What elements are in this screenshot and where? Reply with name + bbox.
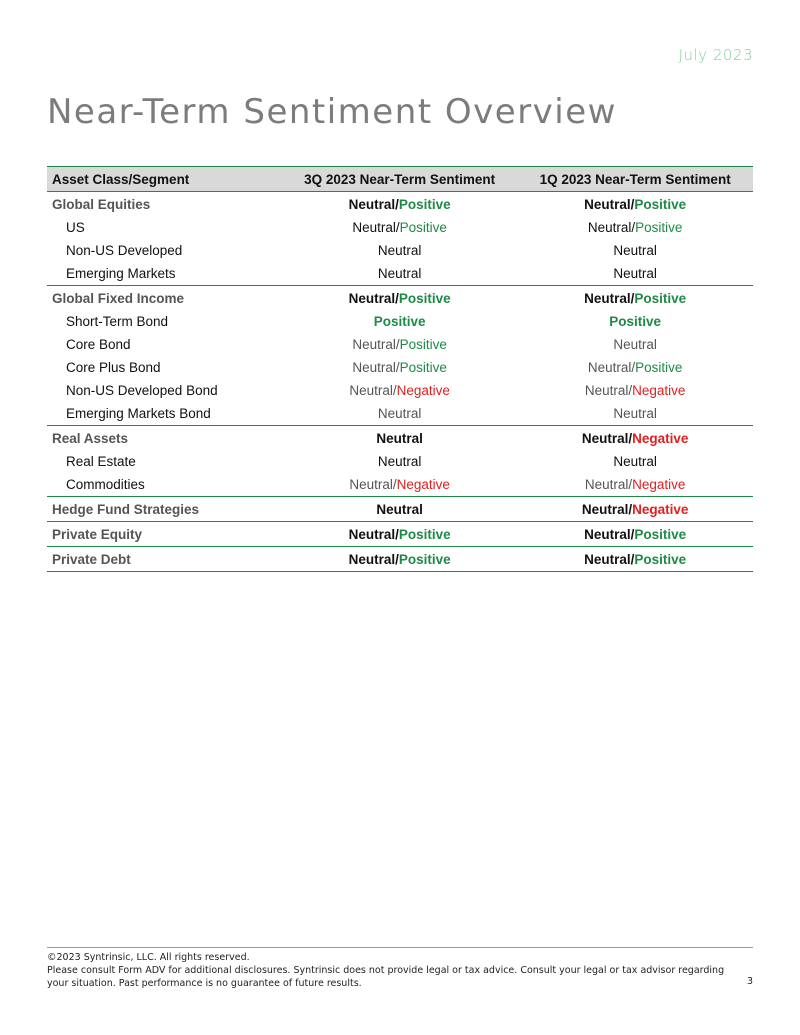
sentiment-positive: Positive xyxy=(399,337,447,352)
sentiment-neutral: Neutral xyxy=(348,290,396,306)
sentiment-neutral: Neutral xyxy=(584,383,629,398)
sentiment-neutral: Neutral xyxy=(348,551,396,567)
sentiment-positive: Positive xyxy=(373,314,426,329)
sentiment-cell-q3 xyxy=(282,473,517,497)
sentiment-positive: Positive xyxy=(634,526,687,542)
slash-separator: / xyxy=(630,196,635,212)
sentiment-positive: Positive xyxy=(398,551,451,567)
sentiment-cell-q1 xyxy=(517,310,753,333)
table-header-row xyxy=(47,167,753,192)
sentiment-negative: Negative xyxy=(632,477,686,492)
slash-separator: / xyxy=(392,383,397,398)
asset-class-label: Private Equity xyxy=(47,522,282,547)
slash-separator: / xyxy=(630,526,635,542)
sentiment-cell-q1 xyxy=(517,547,753,572)
table-row xyxy=(47,286,753,311)
sentiment-positive: Positive xyxy=(635,220,683,235)
slash-separator: / xyxy=(395,551,399,567)
table-row xyxy=(47,473,753,497)
sentiment-cell-q3 xyxy=(282,356,517,379)
sentiment-cell-q3 xyxy=(282,216,517,239)
sentiment-cell-q1 xyxy=(517,379,753,402)
sentiment-cell-q1 xyxy=(517,497,753,522)
sentiment-cell-q1 xyxy=(517,473,753,497)
slash-separator: / xyxy=(628,383,633,398)
asset-class-label: Real Assets xyxy=(47,426,282,451)
sentiment-neutral: Neutral xyxy=(349,477,393,492)
sentiment-neutral: Neutral xyxy=(613,337,657,352)
table-row xyxy=(47,216,753,239)
table-row xyxy=(47,379,753,402)
segment-label: US xyxy=(66,220,85,235)
sentiment-cell-q3 xyxy=(282,426,517,451)
sentiment-cell-q1 xyxy=(517,450,753,473)
col-header-segment: Asset Class/Segment xyxy=(47,167,282,192)
sentiment-cell-q3 xyxy=(282,262,517,286)
sentiment-cell-q3 xyxy=(282,286,517,311)
sentiment-negative: Negative xyxy=(396,383,450,398)
table-row xyxy=(47,426,753,451)
page-title: Near-Term Sentiment Overview xyxy=(47,92,617,132)
sentiment-positive: Positive xyxy=(399,360,447,375)
footer-copyright: ©2023 Syntrinsic, LLC. All rights reserved. xyxy=(47,952,250,963)
sentiment-neutral: Neutral xyxy=(587,360,632,375)
slash-separator: / xyxy=(630,551,635,567)
footer xyxy=(47,951,753,990)
sentiment-cell-q3 xyxy=(282,522,517,547)
sentiment-neutral: Neutral xyxy=(584,526,631,542)
segment-label: Commodities xyxy=(66,477,145,492)
sentiment-cell-q1 xyxy=(517,262,753,286)
sentiment-neutral: Neutral xyxy=(613,266,657,281)
slash-separator: / xyxy=(395,290,399,306)
sentiment-neutral: Neutral xyxy=(587,220,632,235)
slash-separator: / xyxy=(628,477,633,492)
table-row xyxy=(47,402,753,426)
sentiment-neutral: Neutral xyxy=(349,383,393,398)
sentiment-negative: Negative xyxy=(632,430,689,446)
slash-separator: / xyxy=(628,501,633,517)
segment-label: Non-US Developed Bond xyxy=(66,383,218,398)
sentiment-negative: Negative xyxy=(632,383,686,398)
table-row xyxy=(47,356,753,379)
sentiment-neutral: Neutral xyxy=(581,430,629,446)
sentiment-neutral: Neutral xyxy=(376,430,423,446)
footer-disclaimer: Please consult Form ADV for additional disclosures. Syntrinsic does not provide legal or tax advice. Consult your legal or tax advisor regarding your situation. Past performance is no guarantee of future results. xyxy=(47,965,725,989)
segment-label: Real Estate xyxy=(66,454,136,469)
report-date: July 2023 xyxy=(678,46,753,64)
sentiment-cell-q3 xyxy=(282,310,517,333)
table-row xyxy=(47,310,753,333)
slash-separator: / xyxy=(395,220,400,235)
table-row xyxy=(47,522,753,547)
asset-class-label: Global Fixed Income xyxy=(47,286,282,311)
sentiment-positive: Positive xyxy=(399,220,447,235)
sentiment-cell-q1 xyxy=(517,192,753,217)
table-body xyxy=(47,192,753,572)
slash-separator: / xyxy=(395,526,399,542)
sentiment-neutral: Neutral xyxy=(348,526,396,542)
sentiment-neutral: Neutral xyxy=(376,501,423,517)
sentiment-positive: Positive xyxy=(398,290,451,306)
sentiment-cell-q3 xyxy=(282,450,517,473)
sentiment-positive: Positive xyxy=(398,526,451,542)
segment-label: Core Plus Bond xyxy=(66,360,161,375)
sentiment-neutral: Neutral xyxy=(613,406,657,421)
sentiment-neutral: Neutral xyxy=(613,243,657,258)
sentiment-neutral: Neutral xyxy=(352,337,396,352)
table-row xyxy=(47,262,753,286)
sentiment-cell-q1 xyxy=(517,426,753,451)
sentiment-cell-q3 xyxy=(282,333,517,356)
slash-separator: / xyxy=(395,360,400,375)
sentiment-cell-q3 xyxy=(282,402,517,426)
segment-label: Emerging Markets Bond xyxy=(66,406,211,421)
sentiment-cell-q1 xyxy=(517,239,753,262)
sentiment-neutral: Neutral xyxy=(377,266,422,281)
sentiment-positive: Positive xyxy=(634,196,687,212)
sentiment-neutral: Neutral xyxy=(584,477,629,492)
asset-class-label: Global Equities xyxy=(52,196,151,212)
sentiment-neutral: Neutral xyxy=(377,243,422,258)
segment-label: Core Bond xyxy=(66,337,131,352)
col-header-1q2023: 1Q 2023 Near-Term Sentiment xyxy=(517,167,753,192)
sentiment-neutral: Neutral xyxy=(584,551,631,567)
sentiment-cell-q1 xyxy=(517,356,753,379)
sentiment-neutral: Neutral xyxy=(377,454,422,469)
sentiment-neutral: Neutral xyxy=(581,501,629,517)
table-row xyxy=(47,450,753,473)
sentiment-neutral: Neutral xyxy=(348,196,396,212)
page-number: 3 xyxy=(746,976,753,987)
sentiment-neutral: Neutral xyxy=(377,406,422,421)
sentiment-cell-q3 xyxy=(282,497,517,522)
sentiment-cell-q3 xyxy=(282,192,517,217)
sentiment-neutral: Neutral xyxy=(584,290,631,306)
segment-label: Short-Term Bond xyxy=(66,314,169,329)
slash-separator: / xyxy=(395,337,400,352)
table-row xyxy=(47,239,753,262)
sentiment-positive: Positive xyxy=(609,314,662,329)
sentiment-positive: Positive xyxy=(634,551,687,567)
slash-separator: / xyxy=(628,430,633,446)
slash-separator: / xyxy=(392,477,397,492)
slash-separator: / xyxy=(631,220,636,235)
sentiment-positive: Positive xyxy=(398,196,451,212)
sentiment-cell-q1 xyxy=(517,522,753,547)
table-row xyxy=(47,333,753,356)
asset-class-label: Hedge Fund Strategies xyxy=(47,497,282,522)
sentiment-negative: Negative xyxy=(396,477,450,492)
sentiment-positive: Positive xyxy=(635,360,683,375)
sentiment-cell-q3 xyxy=(282,379,517,402)
sentiment-cell-q1 xyxy=(517,333,753,356)
col-header-3q2023: 3Q 2023 Near-Term Sentiment xyxy=(282,167,517,192)
table-row xyxy=(47,547,753,572)
sentiment-cell-q1 xyxy=(517,216,753,239)
sentiment-positive: Positive xyxy=(634,290,687,306)
slash-separator: / xyxy=(395,196,399,212)
sentiment-negative: Negative xyxy=(632,501,689,517)
sentiment-neutral: Neutral xyxy=(352,220,396,235)
asset-class-label: Private Debt xyxy=(47,547,282,572)
sentiment-neutral: Neutral xyxy=(584,196,631,212)
sentiment-neutral: Neutral xyxy=(613,454,657,469)
segment-label: Emerging Markets xyxy=(66,266,176,281)
slash-separator: / xyxy=(631,360,636,375)
table-row xyxy=(47,192,753,217)
sentiment-cell-q1 xyxy=(517,286,753,311)
slash-separator: / xyxy=(630,290,635,306)
sentiment-cell-q3 xyxy=(282,239,517,262)
sentiment-cell-q1 xyxy=(517,402,753,426)
sentiment-neutral: Neutral xyxy=(352,360,396,375)
segment-label: Non-US Developed xyxy=(66,243,183,258)
table-row xyxy=(47,497,753,522)
sentiment-cell-q3 xyxy=(282,547,517,572)
footer-divider xyxy=(47,947,753,948)
sentiment-table xyxy=(47,166,753,572)
